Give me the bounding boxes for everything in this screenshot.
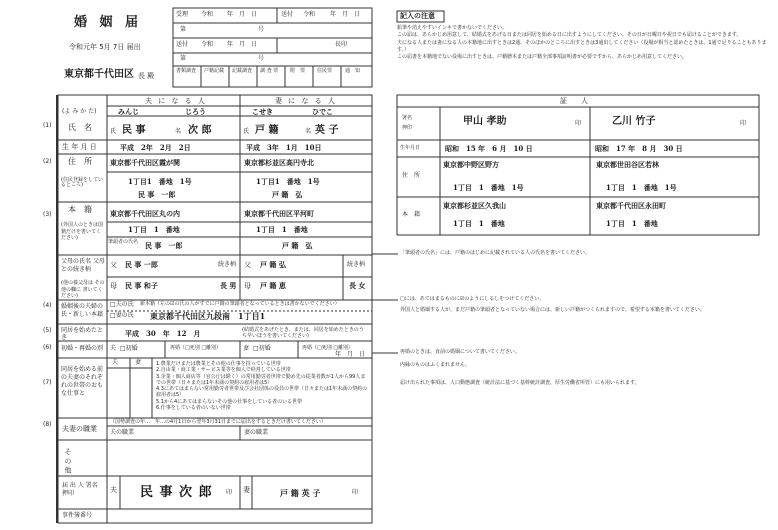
proc-7: 通 知 <box>345 68 361 74</box>
wife-zokugara: 長 女 <box>349 281 366 290</box>
wife-hittousha: 戸 籍 弘 <box>282 241 313 250</box>
addressee: 東京都千代田区 <box>64 69 134 80</box>
setai-option-4[interactable]: 4.3にあてはまらない常用勤労者世帯及び会社団体の役員の世帯（日々または1年未満の契約の雇用者は5） <box>156 386 368 399</box>
husband-address-setai: 民 事 一郎 <box>138 190 176 199</box>
soufu2-reiwa: 令和 <box>201 41 214 48</box>
statistics-note: 届け出られた事項は、人口動態調査（統計法に基づく基幹統計調査、厚生労働省所管）にも用いられます。 <box>400 380 640 386</box>
jiken-label: 事件簿番号 <box>62 512 93 519</box>
parents-note: (他の養父母は その他の欄に 書いてください) <box>61 280 105 299</box>
soufu2-label: 送付 <box>176 41 189 48</box>
juri-reiwa: 令和 <box>201 11 214 18</box>
sign-wife-label: 妻 <box>243 486 250 494</box>
witness-signature-label: 署名 <box>402 115 413 121</box>
juri-label: 受理 <box>176 11 189 18</box>
shokon-wife-first[interactable]: □初婚 <box>253 345 271 352</box>
instruction-3: 夫になる人または妻になる人の本籍地に出すときは2通、そのほかのところに出すときは3通出してください（役場が相当と認めたときは、1通で足りることもあります。） <box>397 39 767 53</box>
address-label: 住 所 <box>68 157 92 166</box>
husband-zokugara-label: 続き柄 <box>218 261 237 268</box>
row-num-8: (8) <box>43 421 52 428</box>
saikon-date: 年 月 日 <box>335 351 366 358</box>
witness2-honseki: 東京都千代田区永田町 <box>596 201 666 210</box>
shokugyo-label: 夫妻の職業 <box>62 425 97 433</box>
shokugyo-note: （国勢調査の年… 年…の4月1日から翌年3月31日までに届出をするときだけ書いてください） <box>110 419 326 425</box>
row-num-6: (6) <box>43 344 52 351</box>
sonota-label: そ の 他 <box>64 448 72 474</box>
witness2-honseki-ban: 1丁目 1 番地 <box>606 219 658 228</box>
husband-uji: 民 事 <box>122 125 146 136</box>
wife-inkan: 印 <box>352 489 359 496</box>
dai-label-2: 第 <box>180 55 187 62</box>
proc-1: 書類調査 <box>176 68 197 74</box>
row-num-2: (2) <box>43 158 52 165</box>
setai-options <box>156 361 369 411</box>
hittousha-label: 筆頭者の氏名 <box>108 239 139 245</box>
husband-father-label: 父 <box>110 261 117 269</box>
shokon-husband-re[interactable]: 再婚（□死別 □離別） <box>170 345 222 351</box>
proc-6: 住民票 <box>317 68 333 74</box>
husband-mei-label: 名 <box>175 128 182 135</box>
row-num-3: (3) <box>43 211 52 218</box>
wife-job-label: 妻の職業 <box>244 429 269 436</box>
saikon-note-2: 内縁のものはふくまれません。 <box>400 362 471 368</box>
wife-furi-uji: こせき <box>252 107 273 116</box>
witness1-address-ban: 1丁目 1 番地 1号 <box>453 183 524 192</box>
setai-option-2[interactable]: 2.自由業・商工業・サービス業等を個人で経営している世帯 <box>156 367 291 374</box>
wife-zokugara-label: 続き柄 <box>347 261 366 268</box>
filed-date: 令和元年 5月 7日 届出 <box>69 43 141 51</box>
saikon-note-1: 再婚のときは、直前の婚姻について書いてください。 <box>400 349 520 355</box>
husband-hittousha: 民 事 一郎 <box>145 241 183 250</box>
husband-zokugara: 長 男 <box>220 281 237 290</box>
dokyo-note: (結婚式をあげたとき、または、同居を始めたときのうち早いほうを書いてください) <box>242 327 364 339</box>
juri-date: 年 月 日 <box>227 11 258 18</box>
wife-honseki: 東京都千代田区平河町 <box>244 209 314 218</box>
setai-option-6[interactable]: 6.仕事をしている者のいない世帯 <box>156 404 231 411</box>
wife-signature: 戸 籍 英 子 <box>280 488 321 498</box>
soufu2-date: 年 月 日 <box>227 41 258 48</box>
wife-address: 東京都杉並区高円寺北 <box>244 158 314 167</box>
new-honseki-value: 東京都千代田区九段南 1丁目1 <box>150 311 266 321</box>
witness-birth-label: 生年月日 <box>400 145 421 151</box>
husband-uji-label: 氏 <box>110 128 117 135</box>
instructions-heading: 記入の注意 <box>400 12 435 20</box>
husband-honseki-ban: 1丁目 1 番地 <box>128 225 180 234</box>
husband-furi-mei: じろう <box>185 107 206 116</box>
instruction-1: 鉛筆や消えやすいインキで書かないでください。 <box>397 25 508 31</box>
box-note-1: □には、あてはまるものに☑のようにしるしをつけてください。 <box>400 296 545 302</box>
wife-furi-mei: ひでこ <box>312 107 333 116</box>
shokon-husband-first[interactable]: □初婚 <box>120 345 138 352</box>
husband-column-heading: 夫 に な る 人 <box>145 97 207 105</box>
witness1-inkan: 印 <box>575 120 582 127</box>
setai-husband-label: 夫 <box>112 359 119 366</box>
dokyo-value: 平成 30 年 12 月 <box>125 329 201 338</box>
soufu-reiwa: 令和 <box>303 11 316 18</box>
setai-option-5[interactable]: 5.1から4にあてはまらないその他の仕事をしている者のいる世帯 <box>156 398 303 405</box>
husband-furi-uji: みんじ <box>118 107 139 116</box>
setai-wife-label: 妻 <box>135 359 142 366</box>
wife-mother-label: 母 <box>244 282 251 290</box>
row-num-7: (7) <box>43 379 52 386</box>
proc-4: 調 査 票 <box>260 68 279 74</box>
wife-birth: 平成 3年 1月 10日 <box>246 143 322 152</box>
setai-label: 同居を始める前の夫妻のそれぞれの世帯のおもな仕事と <box>61 366 104 398</box>
husband-signature: 民 事 次 郎 <box>140 485 213 500</box>
gou-label-2: 号 <box>258 55 265 62</box>
husband-inkan: 印 <box>226 489 233 496</box>
new-honseki-hint: 新本籍（左の☑の氏の人がすでに戸籍の筆頭者となっているときは書かないでください） <box>140 301 340 307</box>
name-label: 氏 名 <box>68 123 92 132</box>
parents-label: 父母の氏名 父母との続き柄 <box>61 258 105 273</box>
new-honseki-label: 婚姻後の夫婦の 氏・新しい本籍 <box>61 303 104 318</box>
row-num-5: (5) <box>43 327 52 334</box>
hittousha-note: 「筆頭者の氏名」には、戸籍のはじめに記載されている人の氏名を書いてください。 <box>400 250 591 256</box>
husband-mei: 次 郎 <box>188 125 212 136</box>
row-num-4: (4) <box>43 302 52 309</box>
witness-address-label: 住 所 <box>402 172 421 179</box>
wife-uji: 戸 籍 <box>255 125 279 136</box>
husband-address-ban: 1丁目1 番地 1号 <box>128 177 192 186</box>
shokon-husband-label: 夫 <box>110 345 117 352</box>
witness1-name: 甲山 孝助 <box>463 116 507 127</box>
new-honseki-husband-option[interactable]: □夫の氏 <box>110 301 134 308</box>
witness2-name: 乙川 竹子 <box>612 116 656 127</box>
gou-label-1: 号 <box>258 26 265 33</box>
instructions-list <box>397 25 767 61</box>
form-title: 婚 姻 届 <box>74 15 143 30</box>
wife-uji-label: 氏 <box>243 128 250 135</box>
witness1-honseki: 東京都杉並区久我山 <box>443 201 506 210</box>
husband-birth: 平成 2年 2月 2日 <box>120 143 191 152</box>
address-note: (住民登録をしているところ) <box>61 177 103 188</box>
soufu-date: 年 月 日 <box>330 11 361 18</box>
addressee-suffix: 長 殿 <box>138 72 155 80</box>
witness2-address-ban: 1丁目 1 番地 1号 <box>606 183 677 192</box>
witness-heading: 証 人 <box>560 97 588 105</box>
wife-father: 戸 籍 弘 <box>260 260 286 269</box>
dai-label-1: 第 <box>180 26 187 33</box>
shokon-wife-re[interactable]: 再婚（□死別 □離別） <box>302 345 354 351</box>
todokede-label: 届 出 人 署名押印 <box>62 482 98 497</box>
proc-2: 戸籍記載 <box>204 68 225 74</box>
husband-job-label: 夫の職業 <box>110 429 135 436</box>
new-honseki-wife-option[interactable]: □妻の氏 <box>110 312 134 319</box>
wife-address-setai: 戸 籍 弘 <box>272 190 303 199</box>
witness1-honseki-ban: 1丁目 1 番地 <box>453 219 505 228</box>
soufu-label: 送付 <box>281 11 294 18</box>
husband-honseki: 東京都千代田区丸の内 <box>110 209 180 218</box>
chou-in: 長印 <box>335 41 348 48</box>
dokyo-label: 同居を始めたとき <box>61 327 104 342</box>
sign-husband-label: 夫 <box>110 486 117 494</box>
wife-address-ban: 1丁目1 番地 1号 <box>256 177 320 186</box>
proc-3: 記載調査 <box>232 68 253 74</box>
instruction-4: この届書を本籍地でない役場に出すときは、戸籍謄本または戸籍全部事項証明書が必要ですから、あらかじめ用意してください。 <box>397 54 688 60</box>
husband-mother: 民 事 和子 <box>125 281 158 290</box>
birth-label: 生 年 月 日 <box>62 143 97 151</box>
shokon-label: 初婚・再婚の別 <box>61 345 104 352</box>
witness-inkan-label: 押印 <box>402 125 413 131</box>
proc-5: 附 票 <box>290 68 306 74</box>
shokon-wife-label: 妻 <box>243 345 250 352</box>
wife-father-label: 父 <box>244 261 251 269</box>
wife-mother: 戸 籍 恵 <box>260 281 286 290</box>
husband-address: 東京都千代田区霞が関 <box>110 158 180 167</box>
furigana-label: (よ み か た) <box>62 108 97 115</box>
wife-mei-label: 名 <box>305 128 312 135</box>
witness-honseki-label: 本 籍 <box>402 211 421 218</box>
witness2-inkan: 印 <box>740 120 747 127</box>
row-num-1: (1) <box>43 122 52 129</box>
witness1-birth: 昭和 15 年 6 月 10 日 <box>445 144 533 153</box>
setai-option-3[interactable]: 3.企業・個人商店等（官公庁は除く）の常用勤労者世帯で勤め先の従業者数が1人から99人までの世帯（日々または1年未満の契約の雇用者は5） <box>156 373 366 386</box>
honseki-note: (外国人のときは国籍だけを書いてください) <box>61 222 103 241</box>
wife-column-heading: 妻 に な る 人 <box>275 97 337 105</box>
witness2-birth: 昭和 17 年 8 月 30 日 <box>595 144 683 153</box>
box-note-2: 外国人と婚姻する人が、まだ戸籍の筆頭者となっていない場合には、新しい戸籍がつくられますので、希望する本籍を書いてください。 <box>400 307 705 313</box>
husband-mother-label: 母 <box>110 282 117 290</box>
setai-option-1[interactable]: 1.農業だけまたは農業とその他の仕事を持っている世帯 <box>156 361 281 367</box>
wife-mei: 英 子 <box>315 125 339 136</box>
honseki-label: 本 籍 <box>68 205 92 214</box>
instruction-2: この届は、あらかじめ用意して、結婚式をあげる日または同居を始める日に出すようにしてください。その日が日曜日や祝日でも届けることができます。 <box>397 32 742 39</box>
witness1-address: 東京都中野区野方 <box>443 160 499 169</box>
husband-father: 民 事 一郎 <box>125 260 158 269</box>
wife-honseki-ban: 1丁目 1 番地 <box>256 225 308 234</box>
witness2-address: 東京都世田谷区若林 <box>596 160 659 169</box>
